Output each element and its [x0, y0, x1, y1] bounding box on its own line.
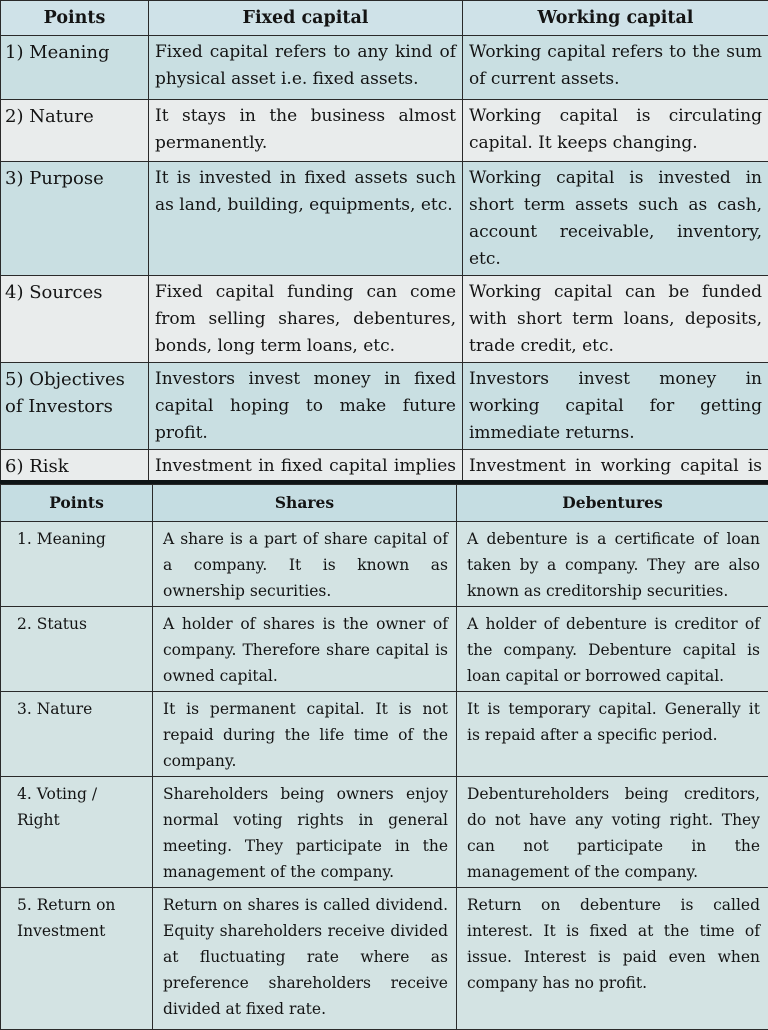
- column-header-points: Points: [1, 485, 153, 522]
- fixed-capital-cell: Fixed capital funding can come from selling shares, debentures, bonds, long term loans, etc.: [149, 276, 463, 363]
- debentures-cell: A debenture is a certificate of loan taken by a company. They are also known as creditorship securities.: [457, 522, 768, 607]
- shares-cell: It is permanent capital. It is not repaid during the life time of the company.: [153, 692, 457, 777]
- working-capital-cell: Working capital can be funded with short term loans, deposits, trade credit, etc.: [463, 276, 768, 363]
- row-point: 5) Objectives of Investors: [1, 363, 149, 450]
- debentures-cell: It is temporary capital. Generally it is repaid after a specific period.: [457, 692, 768, 777]
- debentures-cell: Debentureholders being creditors, do not have any voting right. They can not participate in the management of the company.: [457, 777, 768, 888]
- table-row: [1, 692, 768, 777]
- working-capital-cell: Investors invest money in working capital for getting immediate returns.: [463, 363, 768, 450]
- table-header-row: [1, 1, 768, 36]
- fixed-vs-working-capital-table: [0, 0, 768, 510]
- table-row: [1, 162, 768, 276]
- column-header-fixed-capital: Fixed capital: [149, 1, 463, 36]
- column-header-shares: Shares: [153, 485, 457, 522]
- row-point: 2) Nature: [1, 100, 149, 162]
- row-point: 6) Risk: [1, 450, 149, 510]
- shares-cell: Return on shares is called dividend. Equity shareholders receive divided at fluctuating rate where as preference shareholders receive divided at fixed rate.: [153, 888, 457, 1030]
- table-row: [1, 522, 768, 607]
- shares-vs-debentures-table: [0, 484, 768, 1030]
- fixed-capital-cell: Investors invest money in fixed capital hoping to make future profit.: [149, 363, 463, 450]
- working-capital-cell: Investment in working capital is: [463, 450, 768, 510]
- fixed-capital-cell: Investment in fixed capital implies: [149, 450, 463, 510]
- fixed-capital-cell: It is invested in fixed assets such as land, building, equipments, etc.: [149, 162, 463, 276]
- table-row: [1, 607, 768, 692]
- row-point: 3) Purpose: [1, 162, 149, 276]
- row-point: 1. Meaning: [1, 522, 153, 607]
- table-row: [1, 100, 768, 162]
- debentures-cell: Return on debenture is called interest. It is fixed at the time of issue. Interest is paid even when company has no profit.: [457, 888, 768, 1030]
- table-row: [1, 36, 768, 100]
- shares-cell: A holder of shares is the owner of company. Therefore share capital is owned capital.: [153, 607, 457, 692]
- column-header-working-capital: Working capital: [463, 1, 768, 36]
- row-point: 4. Voting / Right: [1, 777, 153, 888]
- shares-cell: Shareholders being owners enjoy normal voting rights in general meeting. They participate in the management of the company.: [153, 777, 457, 888]
- working-capital-cell: Working capital is circulating capital. It keeps changing.: [463, 100, 768, 162]
- debentures-cell: A holder of debenture is creditor of the company. Debenture capital is loan capital or borrowed capital.: [457, 607, 768, 692]
- row-point: 4) Sources: [1, 276, 149, 363]
- column-header-points: Points: [1, 1, 149, 36]
- table-row: [1, 363, 768, 450]
- row-point: 5. Return on Investment: [1, 888, 153, 1030]
- table-row: [1, 777, 768, 888]
- working-capital-cell: Working capital is invested in short term assets such as cash, account receivable, inventory, etc.: [463, 162, 768, 276]
- shares-cell: A share is a part of share capital of a company. It is known as ownership securities.: [153, 522, 457, 607]
- fixed-capital-cell: Fixed capital refers to any kind of physical asset i.e. fixed assets.: [149, 36, 463, 100]
- table-header-row: [1, 485, 768, 522]
- row-point: 2. Status: [1, 607, 153, 692]
- table-row: [1, 888, 768, 1030]
- working-capital-cell: Working capital refers to the sum of current assets.: [463, 36, 768, 100]
- row-point: 1) Meaning: [1, 36, 149, 100]
- row-point: 3. Nature: [1, 692, 153, 777]
- fixed-capital-cell: It stays in the business almost permanently.: [149, 100, 463, 162]
- table-row: [1, 276, 768, 363]
- column-header-debentures: Debentures: [457, 485, 768, 522]
